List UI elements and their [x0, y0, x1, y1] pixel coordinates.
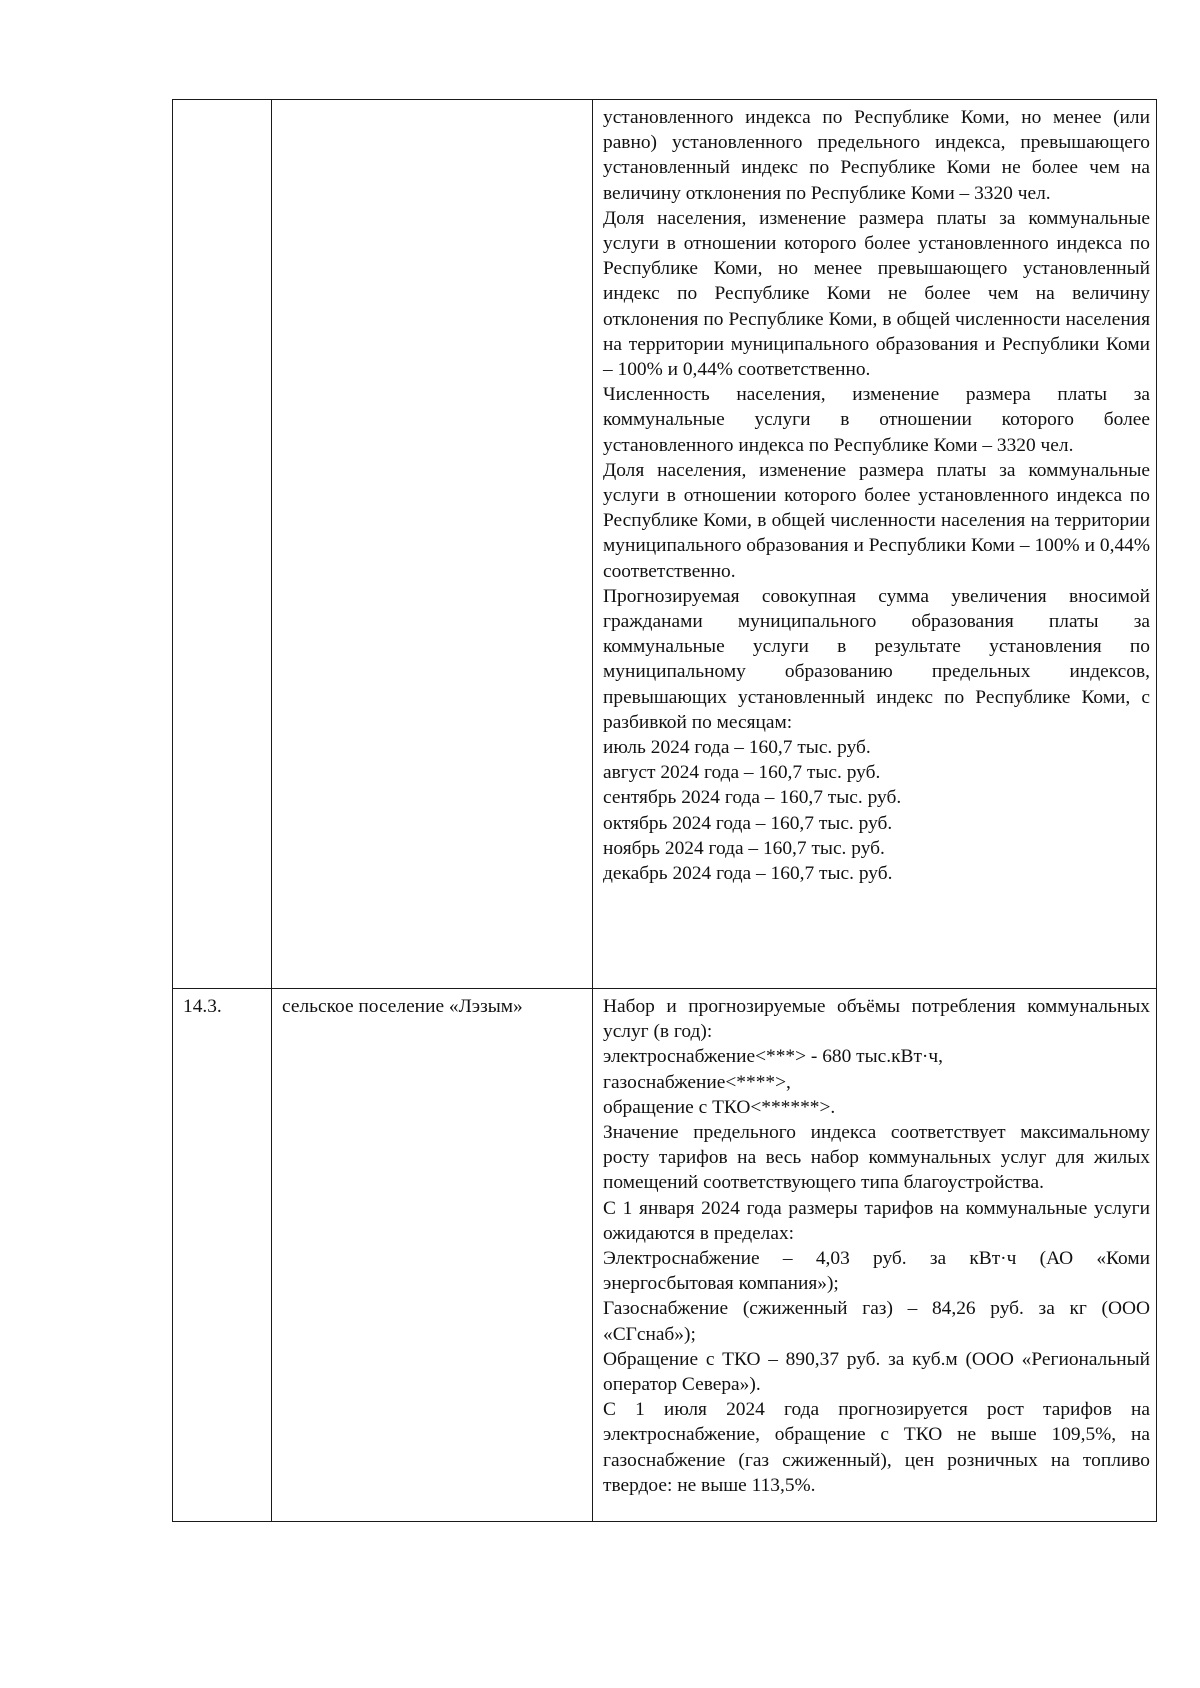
- paragraph: Доля населения, изменение размера платы за коммунальные услуги в отношении которого более установленного индекса по Республике Коми, в общей численности населения на территории муниципального образования и Республики Коми – 100% и 0,44% соответственно.: [603, 459, 1150, 582]
- month-line: ноябрь 2024 года – 160,7 тыс. руб.: [603, 837, 885, 859]
- row-number-cell: [173, 100, 272, 989]
- paragraph: Значение предельного индекса соответствует максимальному росту тарифов на весь набор коммунальных услуг для жилых помещений соответствующего типа благоустройства.: [603, 1122, 1150, 1194]
- row-number-cell: [173, 989, 272, 1522]
- service-line: электроснабжение<***> - 680 тыс.кВт·ч,: [603, 1046, 943, 1068]
- settlement-name: сельское поселение «Лэзым»: [282, 996, 523, 1017]
- service-line: газоснабжение<****>,: [603, 1071, 791, 1093]
- month-line: июль 2024 года – 160,7 тыс. руб.: [603, 737, 871, 759]
- paragraph: Электроснабжение – 4,03 руб. за кВт·ч (АО «Коми энергосбытовая компания»);: [603, 1248, 1150, 1295]
- row-description-cell: [593, 100, 1157, 989]
- row-description-cell: [593, 989, 1157, 1522]
- paragraph: С 1 января 2024 года размеры тарифов на коммунальные услуги ожидаются в пределах:: [603, 1197, 1150, 1244]
- month-line: октябрь 2024 года – 160,7 тыс. руб.: [603, 812, 893, 834]
- month-line: сентябрь 2024 года – 160,7 тыс. руб.: [603, 787, 902, 809]
- paragraph: С 1 июля 2024 года прогнозируется рост тарифов на электроснабжение, обращение с ТКО не выше 109,5%, на газоснабжение (газ сжиженный), цен розничных на топливо твердое: не выше 113,5%.: [603, 1399, 1150, 1496]
- paragraph: Газоснабжение (сжиженный газ) – 84,26 руб. за кг (ООО «СГснаб»);: [603, 1298, 1150, 1345]
- month-line: декабрь 2024 года – 160,7 тыс. руб.: [603, 863, 893, 885]
- tariff-table: [172, 99, 1157, 1522]
- paragraph: установленного индекса по Республике Коми, но менее (или равно) установленного предельного индекса, превышающего установленный индекс по Республике Коми не более чем на величину отклонения по Республике Коми – 3320 чел.: [603, 107, 1150, 204]
- month-line: август 2024 года – 160,7 тыс. руб.: [603, 762, 881, 784]
- paragraph: Обращение с ТКО – 890,37 руб. за куб.м (ООО «Региональный оператор Севера»).: [603, 1348, 1150, 1396]
- paragraph: Прогнозируемая совокупная сумма увеличения вносимой гражданами муниципального образования платы за коммунальные услуги в результате установления по муниципальному образованию предельных индексов, превышающих установленный индекс по Республике Коми, с разбивкой по месяцам:: [603, 585, 1150, 733]
- row-number: 14.3.: [183, 996, 222, 1017]
- paragraph: Набор и прогнозируемые объёмы потребления коммунальных услуг (в год):: [603, 996, 1150, 1043]
- service-line: обращение с ТКО<******>.: [603, 1096, 836, 1118]
- paragraph: Численность населения, изменение размера платы за коммунальные услуги в отношении которого более установленного индекса по Республике Коми – 3320 чел.: [603, 384, 1150, 456]
- row-name-cell: [272, 100, 593, 989]
- row-name-cell: [272, 989, 593, 1522]
- table-row: [173, 100, 1157, 989]
- paragraph: Доля населения, изменение размера платы за коммунальные услуги в отношении которого более установленного индекса по Республике Коми, но менее превышающего установленный индекс по Республике Коми не более чем на величину отклонения по Республике Коми, в общей численности населения на территории муниципального образования и Республики Коми – 100% и 0,44% соответственно.: [603, 207, 1150, 381]
- table-row: [173, 989, 1157, 1522]
